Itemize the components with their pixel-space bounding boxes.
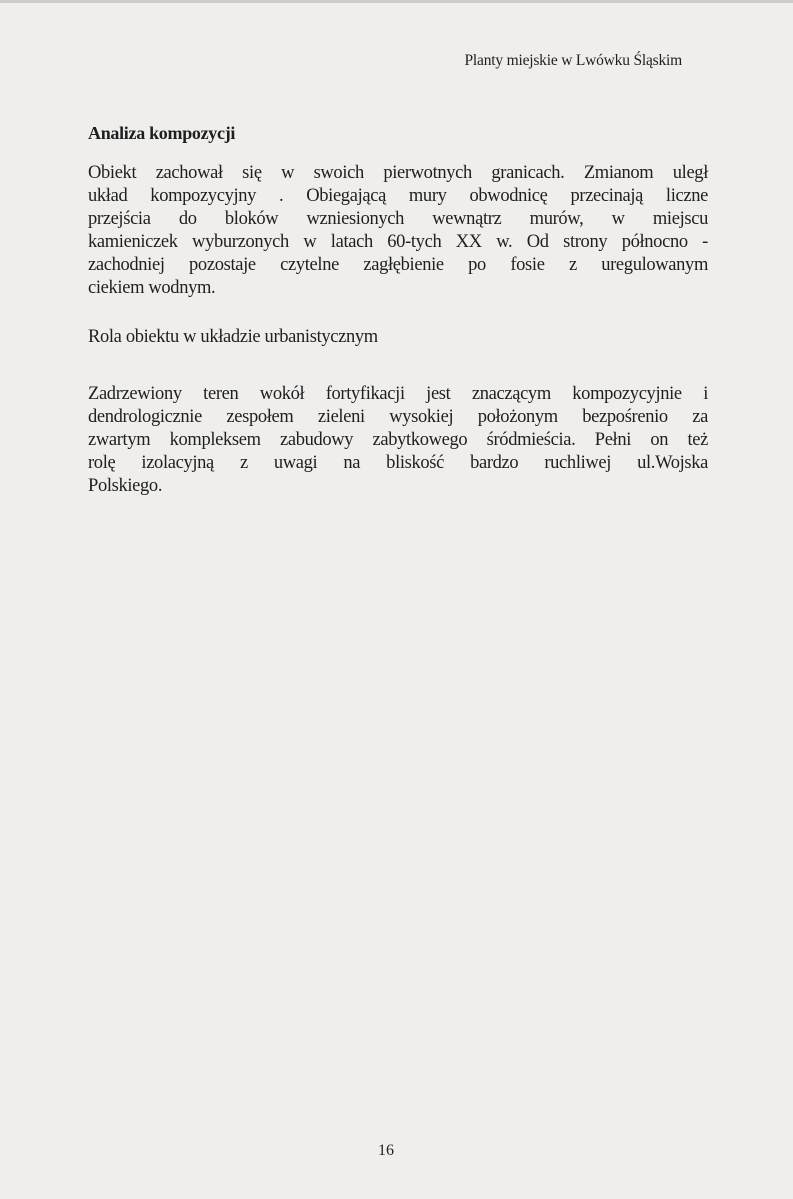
- text-line: Zadrzewiony teren wokół fortyfikacji jest znaczącym kompozycyjnie i: [88, 384, 708, 404]
- text-line: Obiekt zachował się w swoich pierwotnych granicach. Zmianom uległ: [88, 163, 708, 183]
- page-number: 16: [378, 1142, 394, 1159]
- paragraph-urban-role: [88, 383, 708, 498]
- text-line: ciekiem wodnym.: [88, 278, 216, 298]
- scan-edge: [0, 0, 793, 3]
- paragraph-composition: [88, 162, 708, 300]
- text-line: zachodniej pozostaje czytelne zagłębienie po fosie z uregulowanym: [88, 255, 708, 275]
- text-line: przejścia do bloków wzniesionych wewnątrz murów, w miejscu: [88, 209, 708, 229]
- text-line: kamieniczek wyburzonych w latach 60-tych XX w. Od strony północno -: [88, 232, 708, 252]
- subheading: Rola obiektu w układzie urbanistycznym: [88, 327, 378, 347]
- section-title: Analiza kompozycji: [88, 123, 236, 143]
- text-line: zwartym kompleksem zabudowy zabytkowego śródmieścia. Pełni on też: [88, 430, 708, 450]
- running-header: Planty miejskie w Lwówku Śląskim: [464, 52, 682, 69]
- text-line: układ kompozycyjny . Obiegającą mury obwodnicę przecinają liczne: [88, 186, 708, 206]
- text-line: rolę izolacyjną z uwagi na bliskość bardzo ruchliwej ul.Wojska: [88, 453, 708, 473]
- text-line: dendrologicznie zespołem zieleni wysokiej położonym bezpośrenio za: [88, 407, 708, 427]
- text-line: Polskiego.: [88, 476, 163, 496]
